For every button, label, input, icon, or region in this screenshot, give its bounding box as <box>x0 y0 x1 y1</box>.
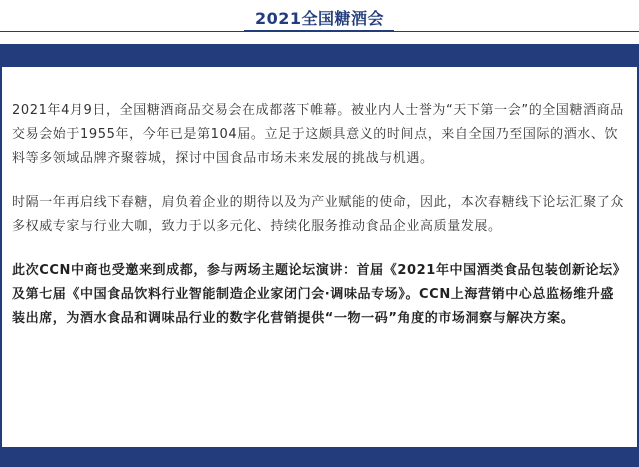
section-header <box>0 0 639 42</box>
article-frame <box>0 44 639 467</box>
article-body <box>12 99 627 351</box>
title-underline <box>244 30 394 32</box>
header-rule-right <box>389 31 639 32</box>
bottom-band <box>2 447 637 465</box>
section-title: 2021全国糖酒会 <box>254 9 385 28</box>
paragraph-2: 时隔一年再启线下春糖，肩负着企业的期待以及为产业赋能的使命，因此，本次春糖线下论坛汇聚了众多权威专家与行业大咖，致力于以多元化、持续化服务推动食品企业高质量发展。 <box>12 195 625 234</box>
paragraph-1: 2021年4月9日，全国糖酒商品交易会在成都落下帷幕。被业内人士誉为“天下第一会”的全国糖酒商品交易会始于1955年，今年已是第104届。立足于这颇具意义的时间点，来自全国乃至国际的酒水、饮料等多领域品牌齐聚蓉城，探讨中国食品市场未来发展的挑战与机遇。 <box>12 103 624 166</box>
paragraph-3: 此次CCN中商也受邀来到成都，参与两场主题论坛演讲：首届《2021年中国酒类食品包装创新论坛》及第七届《中国食品饮料行业智能制造企业家闭门会·调味品专场》。CCN上海营销中心总监杨维升盛装出席，为酒水食品和调味品行业的数字化营销提供“一物一码”角度的市场洞察与解决方案。 <box>12 263 627 326</box>
header-rule-left <box>0 31 250 32</box>
top-band <box>2 44 637 67</box>
